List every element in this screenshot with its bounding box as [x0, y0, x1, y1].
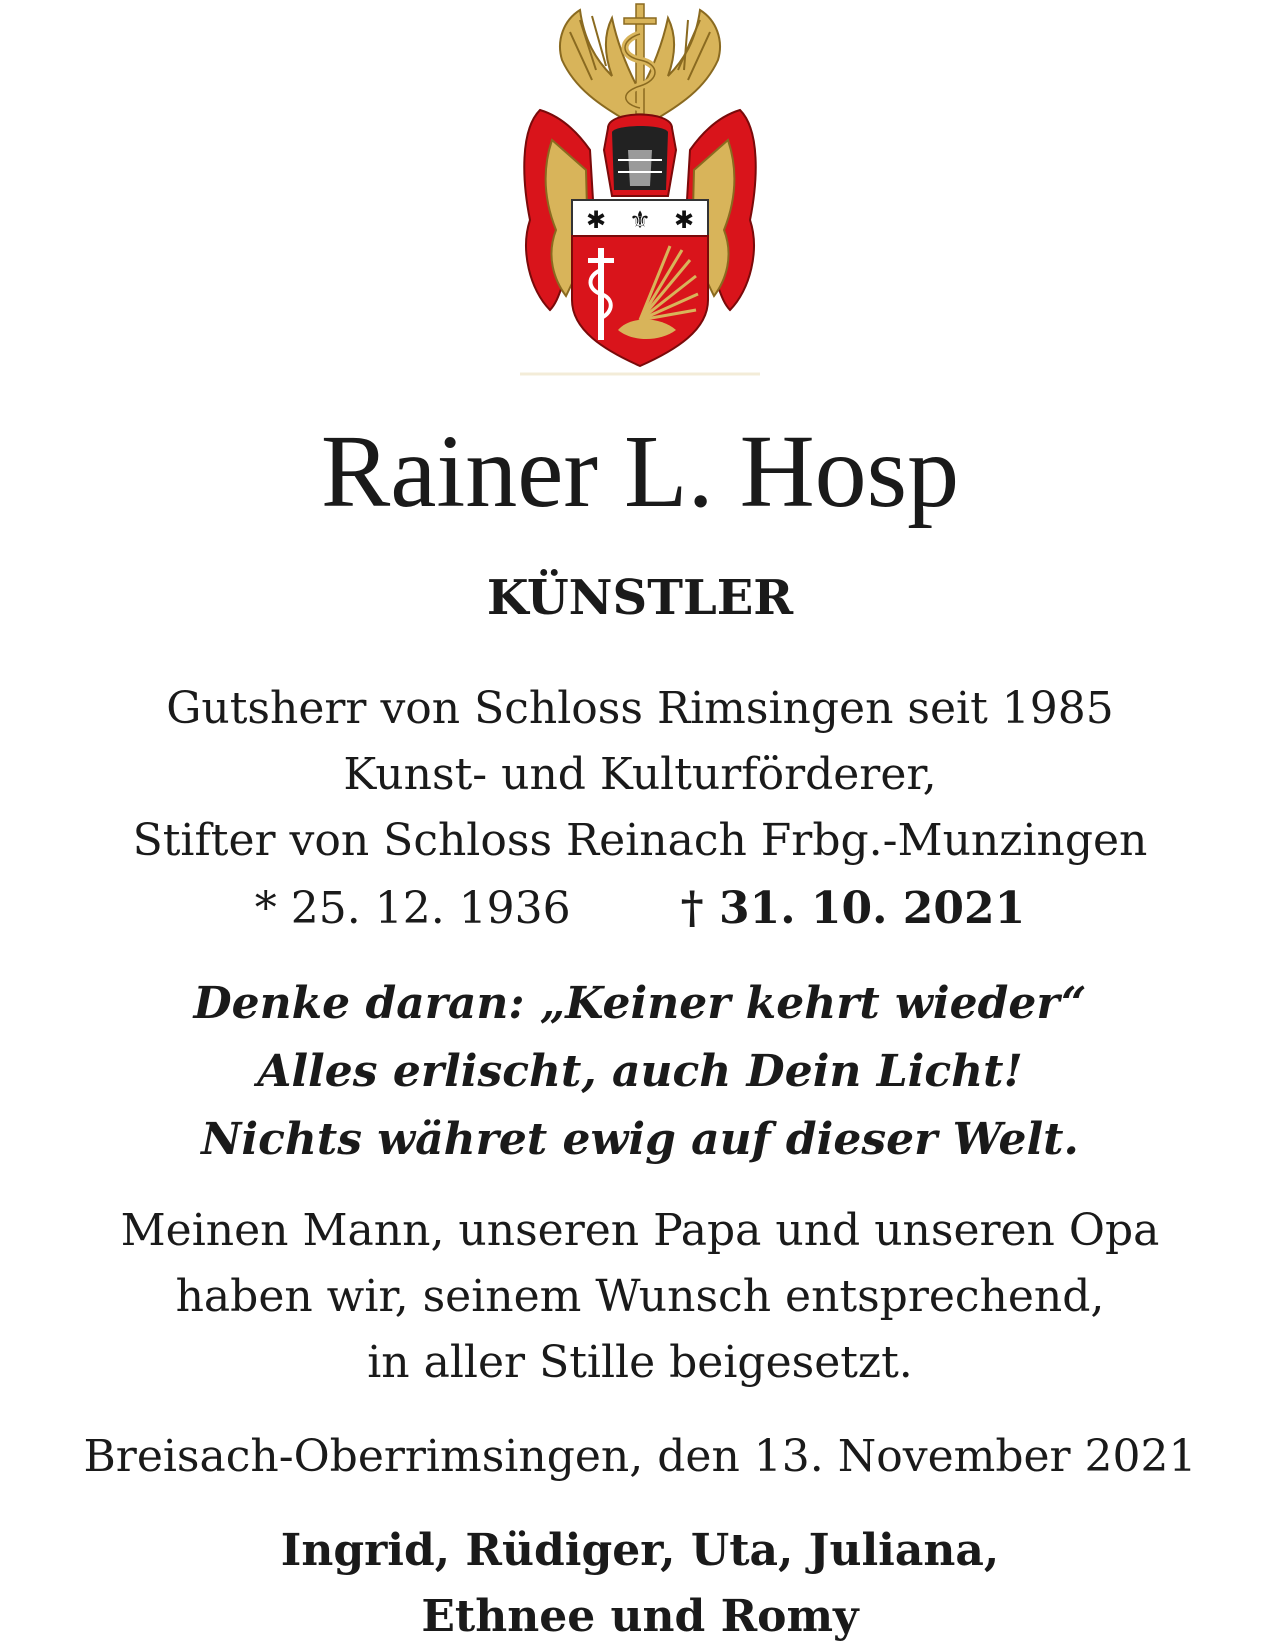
description-line: Stifter von Schloss Reinach Frbg.-Munzingen — [132, 815, 1148, 866]
place-and-date: Breisach-Oberrimsingen, den 13. November 2021 — [83, 1431, 1197, 1482]
message-line: in aller Stille beigesetzt. — [367, 1337, 913, 1388]
coat-of-arms-icon — [500, 0, 780, 380]
description-line: Kunst- und Kulturförderer, — [343, 749, 937, 800]
message-line: Meinen Mann, unseren Papa und unseren Opa — [120, 1205, 1160, 1256]
death-date: † 31. 10. 2021 — [680, 883, 1026, 934]
svg-text:✱: ✱ — [673, 206, 695, 234]
helmet — [604, 115, 676, 197]
svg-text:✱: ✱ — [585, 206, 607, 234]
chief-band — [572, 200, 708, 236]
signers-line: Ingrid, Rüdiger, Uta, Juliana, — [280, 1525, 1000, 1576]
profession: KÜNSTLER — [486, 570, 794, 626]
message-line: haben wir, seinem Wunsch entsprechend, — [175, 1271, 1105, 1322]
signers-line: Ethnee und Romy — [421, 1591, 859, 1642]
deceased-name: Rainer L. Hosp — [320, 414, 960, 529]
description — [0, 676, 1280, 874]
poem — [0, 970, 1280, 1174]
poem-line: Alles erlischt, auch Dein Licht! — [257, 1046, 1023, 1097]
poem-line: Nichts währet ewig auf dieser Welt. — [201, 1114, 1079, 1165]
poem-line: Denke daran: „Keiner kehrt wieder“ — [193, 978, 1087, 1029]
signers — [0, 1518, 1280, 1650]
description-line: Gutsherr von Schloss Rimsingen seit 1985 — [166, 683, 1114, 734]
shield — [572, 236, 708, 366]
life-dates — [0, 876, 1280, 942]
message — [0, 1198, 1280, 1396]
svg-text:⚜: ⚜ — [629, 206, 651, 234]
birth-date: * 25. 12. 1936 — [254, 883, 571, 934]
